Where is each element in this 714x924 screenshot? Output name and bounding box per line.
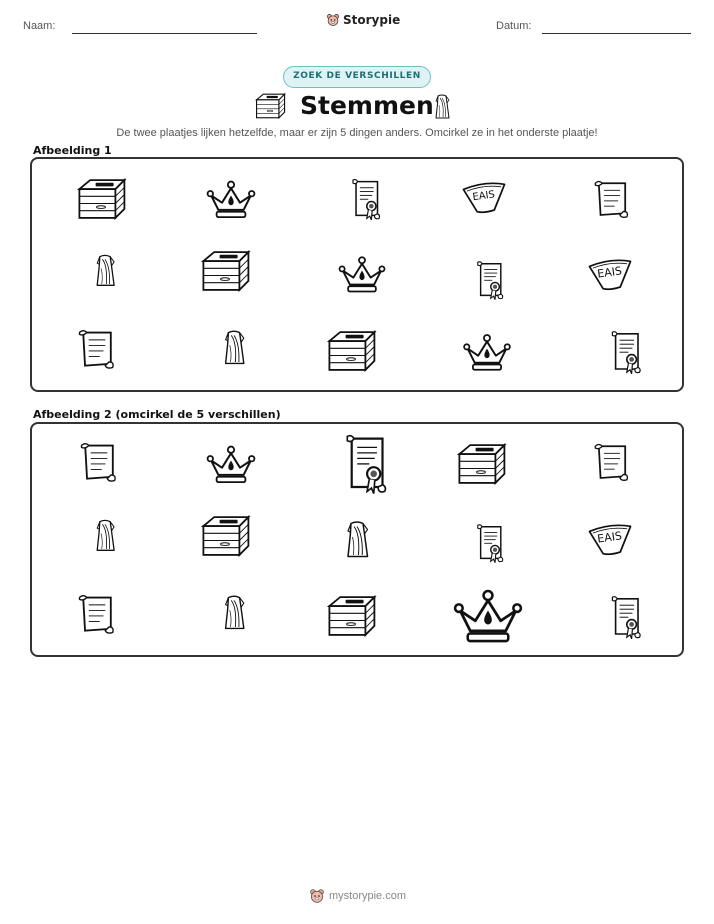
scroll-icon bbox=[590, 177, 634, 223]
sash-icon bbox=[586, 253, 634, 297]
sash-text: EAIS bbox=[471, 189, 496, 204]
picture1-toga-icon bbox=[220, 323, 248, 373]
picture2-label: Afbeelding 2 (omcirkel de 5 verschillen) bbox=[33, 408, 281, 421]
picture1-certificate-icon bbox=[606, 329, 646, 377]
date-label: Datum: bbox=[496, 20, 532, 32]
picture1-crown-icon bbox=[204, 177, 258, 223]
picture2-crown-icon[interactable] bbox=[204, 442, 258, 488]
certificate-icon bbox=[606, 594, 646, 642]
certificate-icon bbox=[472, 257, 508, 305]
name-label: Naam: bbox=[23, 20, 56, 32]
crown-icon bbox=[450, 584, 526, 650]
crown-icon bbox=[460, 331, 514, 375]
picture2-certificate-icon[interactable] bbox=[472, 520, 508, 568]
crown-icon bbox=[204, 177, 258, 223]
picture1-crown-icon bbox=[460, 331, 514, 375]
picture1-scroll-icon bbox=[590, 177, 634, 223]
picture2-crown-icon[interactable] bbox=[450, 584, 526, 650]
crown-icon bbox=[336, 253, 388, 297]
ballot-box-icon bbox=[198, 512, 252, 560]
bear-mascot-icon bbox=[326, 13, 340, 27]
toga-icon bbox=[342, 516, 372, 564]
bear-mascot-icon bbox=[309, 888, 325, 904]
instructions: De twee plaatjes lijken hetzelfde, maar er zijn 5 dingen anders. Omcirkel ze in het onderste plaatje! bbox=[116, 127, 598, 139]
picture1-ballot-box-icon bbox=[198, 247, 252, 295]
picture1-certificate-icon bbox=[472, 257, 508, 305]
picture2-ballot-box-icon[interactable] bbox=[198, 512, 252, 560]
ballot-box-icon bbox=[324, 327, 378, 375]
picture1-sash-icon bbox=[460, 179, 508, 217]
picture1-toga-icon bbox=[92, 247, 118, 295]
picture1-ballot-box-icon bbox=[324, 327, 378, 375]
title-ballot-box-icon bbox=[253, 92, 287, 120]
picture1-ballot-box-icon bbox=[74, 175, 128, 223]
picture1-crown-icon bbox=[336, 253, 388, 297]
toga-icon bbox=[220, 323, 248, 373]
page-title: Stemmen bbox=[300, 91, 434, 120]
picture2-ballot-box-icon[interactable] bbox=[324, 592, 378, 640]
picture2-toga-icon[interactable] bbox=[92, 512, 118, 560]
brand-name: Storypie bbox=[343, 13, 401, 27]
certificate-icon bbox=[606, 329, 646, 377]
toga-icon bbox=[92, 512, 118, 560]
picture1-label: Afbeelding 1 bbox=[33, 144, 112, 157]
sash-icon bbox=[586, 518, 634, 562]
scroll-icon bbox=[590, 440, 634, 486]
picture1-scroll-icon bbox=[74, 327, 120, 373]
crown-icon bbox=[204, 442, 258, 488]
certificate-icon bbox=[334, 432, 398, 498]
toga-icon bbox=[92, 247, 118, 295]
certificate-icon bbox=[344, 177, 388, 223]
ballot-box-icon bbox=[74, 175, 128, 223]
toga-icon bbox=[220, 588, 248, 638]
footer-website: mystorypie.com bbox=[329, 890, 407, 902]
scroll-icon bbox=[76, 440, 122, 486]
picture2-toga-icon[interactable] bbox=[220, 588, 248, 638]
picture2-scroll-icon[interactable] bbox=[76, 440, 122, 486]
sash-text: EAIS bbox=[596, 529, 623, 546]
name-line[interactable] bbox=[72, 33, 257, 34]
ballot-box-icon bbox=[198, 247, 252, 295]
picture1-certificate-icon bbox=[344, 177, 388, 223]
picture1-sash-icon bbox=[586, 253, 634, 297]
ballot-box-icon bbox=[324, 592, 378, 640]
picture2-certificate-icon[interactable] bbox=[606, 594, 646, 642]
brand-logo bbox=[326, 13, 400, 27]
picture1-panel bbox=[30, 157, 684, 392]
sash-text: EAIS bbox=[596, 264, 623, 281]
scroll-icon bbox=[74, 592, 120, 638]
ballot-box-icon bbox=[454, 440, 508, 488]
date-line[interactable] bbox=[542, 33, 691, 34]
certificate-icon bbox=[472, 520, 508, 568]
title-toga-icon bbox=[432, 92, 452, 122]
picture2-scroll-icon[interactable] bbox=[74, 592, 120, 638]
footer bbox=[309, 888, 406, 904]
picture2-ballot-box-icon[interactable] bbox=[454, 440, 508, 488]
sash-icon bbox=[460, 179, 508, 217]
worksheet-badge: ZOEK DE VERSCHILLEN bbox=[283, 66, 431, 88]
picture2-certificate-icon[interactable] bbox=[334, 432, 398, 498]
picture2-sash-icon[interactable] bbox=[586, 518, 634, 562]
picture2-panel[interactable] bbox=[30, 422, 684, 657]
scroll-icon bbox=[74, 327, 120, 373]
picture2-toga-icon[interactable] bbox=[342, 516, 372, 564]
picture2-scroll-icon[interactable] bbox=[590, 440, 634, 486]
